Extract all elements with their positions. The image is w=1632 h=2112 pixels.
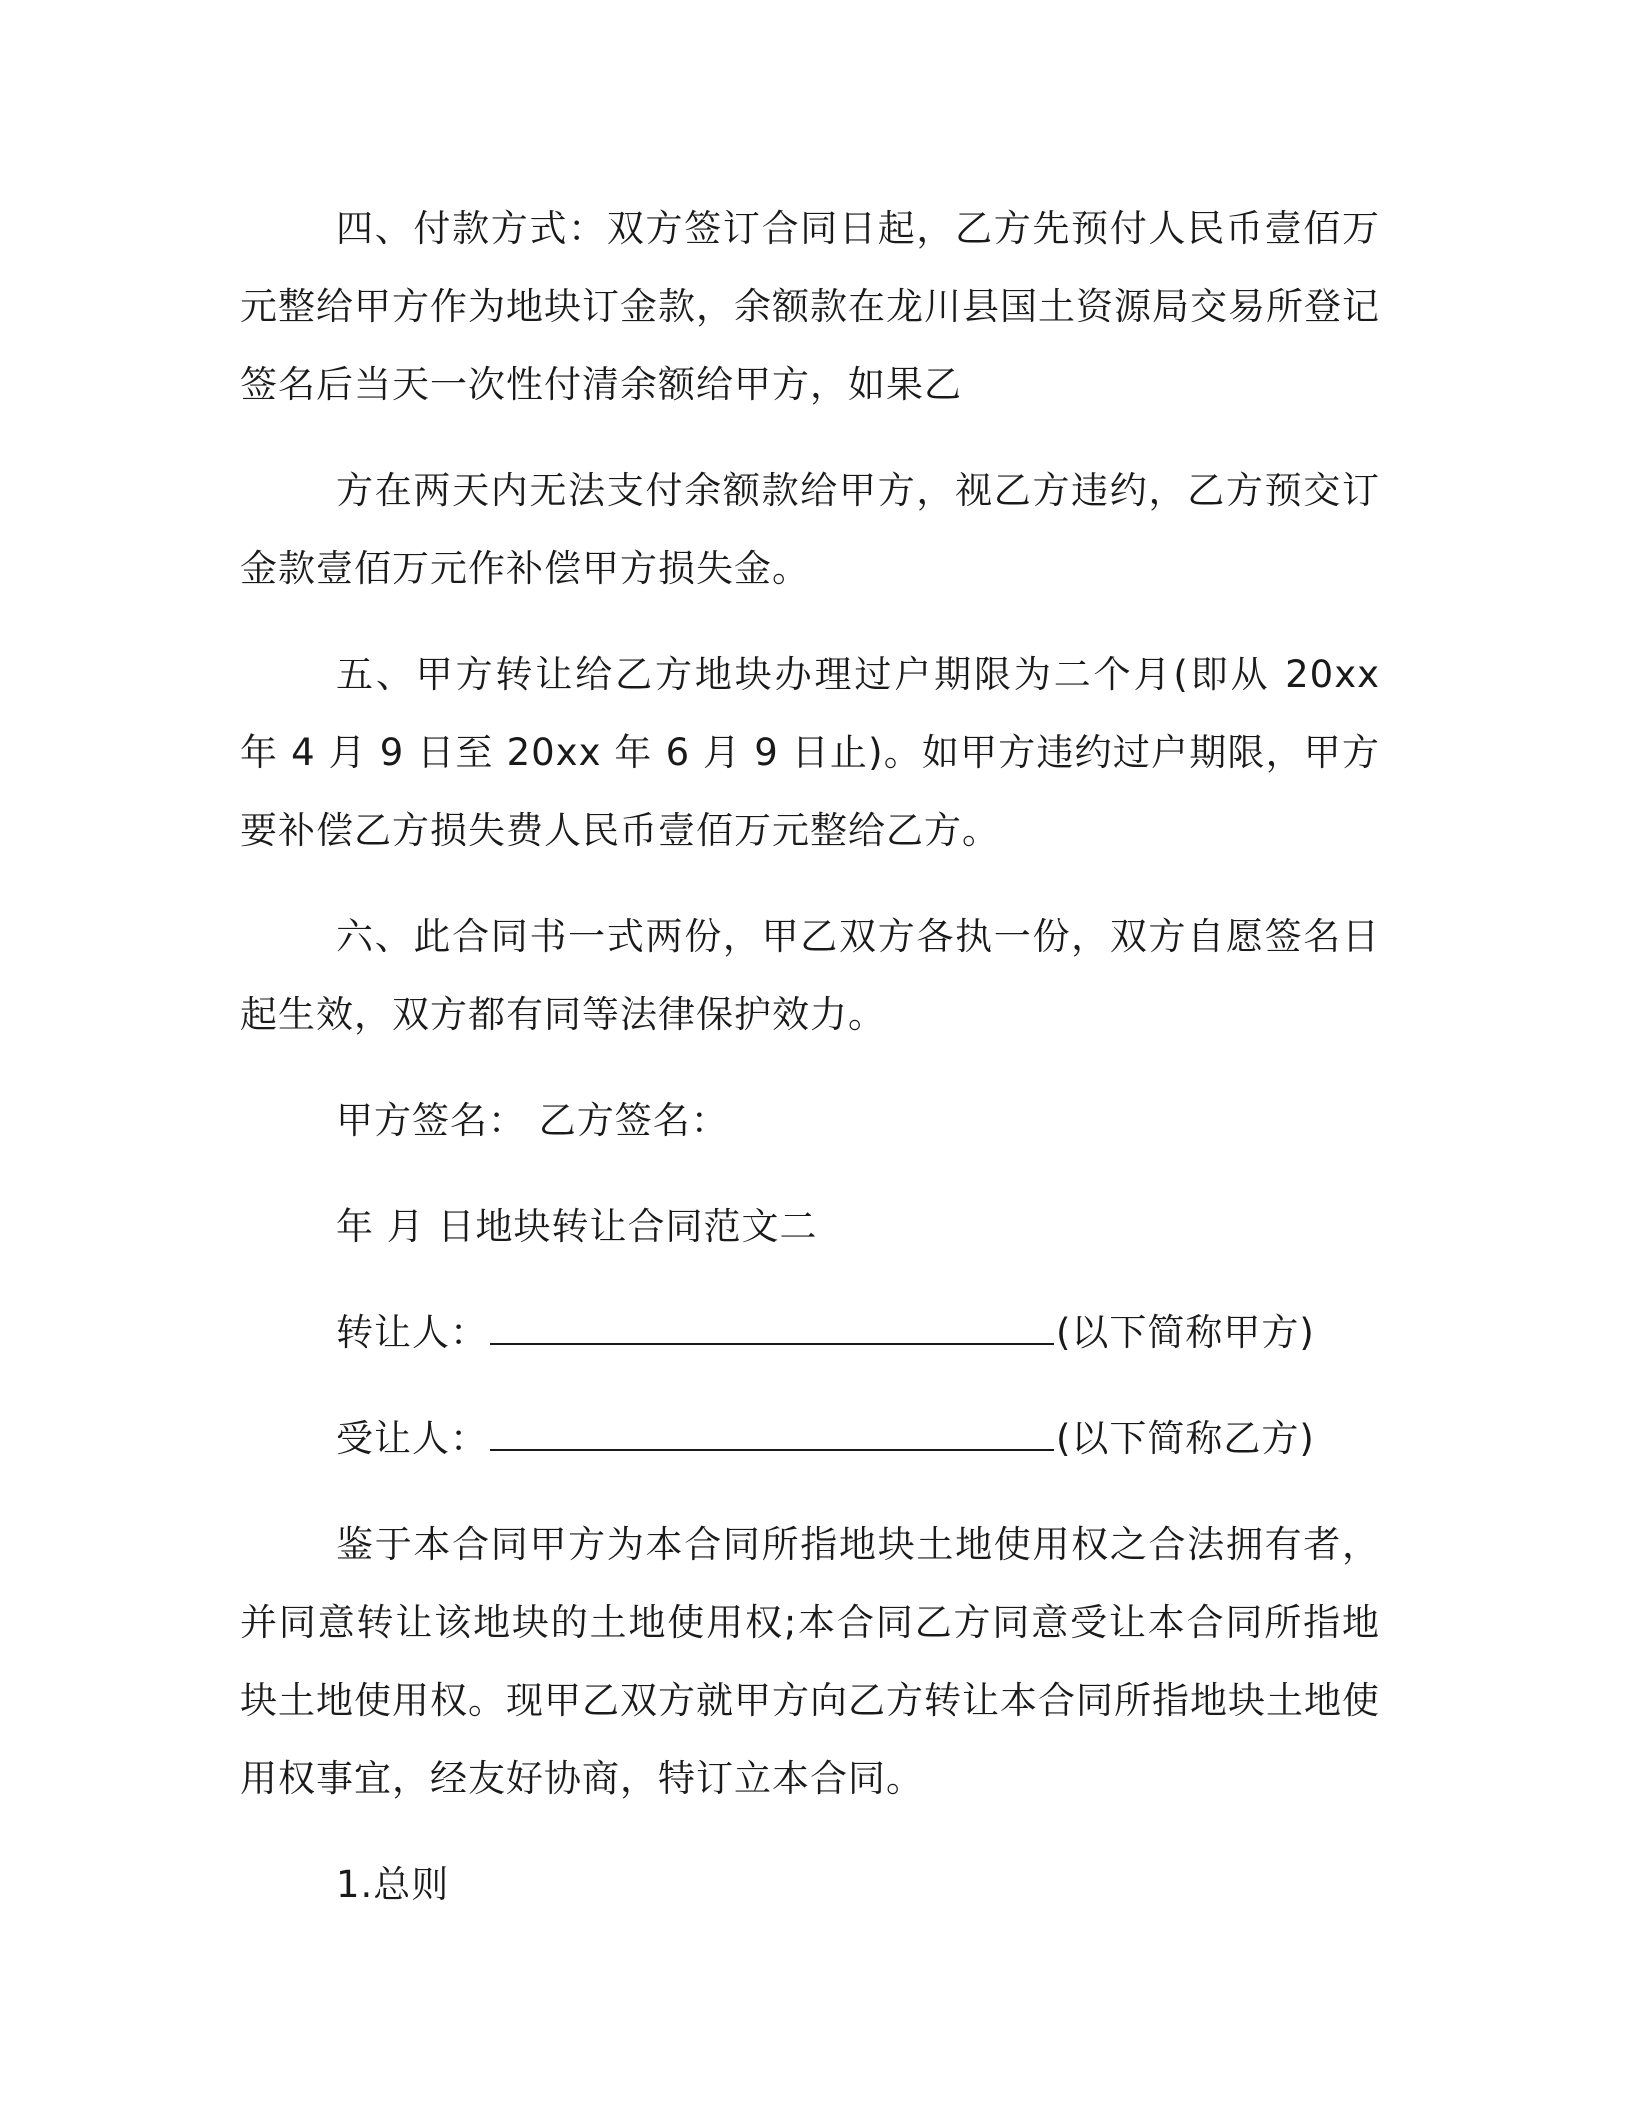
transferee-suffix: (以下简称乙方) [1056,1417,1315,1460]
date-and-title: 年 月 日地块转让合同范文二 [336,1205,818,1248]
section-1-heading: 1.总则 [336,1863,450,1906]
clause-4-payment: 四、付款方式：双方签订合同日起，乙方先预付人民币壹佰万元整给甲方作为地块订金款，余额款在龙川县国土资源局交易所登记签名后当天一次性付清余额给甲方，如果乙 [240,207,1380,406]
transferee-blank [490,1409,1054,1451]
transferor-row [240,1294,1380,1372]
signature-line: 甲方签名： 乙方签名： [336,1099,729,1142]
transferee-label: 受让人： [336,1417,488,1460]
transferee-row [240,1400,1380,1478]
transferor-label: 转让人： [336,1311,488,1354]
document-page [240,190,1380,1924]
clause-4-continuation: 方在两天内无法支付余额款给甲方，视乙方违约，乙方预交订金款壹佰万元作补偿甲方损失金。 [240,469,1380,590]
transferor-blank [490,1303,1054,1345]
recital-paragraph: 鉴于本合同甲方为本合同所指地块土地使用权之合法拥有者，并同意转让该地块的土地使用权;本合同乙方同意受让本合同所指地块土地使用权。现甲乙双方就甲方向乙方转让本合同所指地块土地使用权事宜，经友好协商，特订立本合同。 [240,1523,1380,1800]
clause-6-copies: 六、此合同书一式两份，甲乙双方各执一份，双方自愿签名日起生效，双方都有同等法律保护效力。 [240,915,1380,1036]
transferor-suffix: (以下简称甲方) [1056,1311,1315,1354]
clause-5-transfer-period: 五、甲方转让给乙方地块办理过户期限为二个月(即从 20xx 年 4 月 9 日至 20xx 年 6 月 9 日止)。如甲方违约过户期限，甲方要补偿乙方损失费人民币壹佰万元整给乙方。 [240,653,1380,852]
